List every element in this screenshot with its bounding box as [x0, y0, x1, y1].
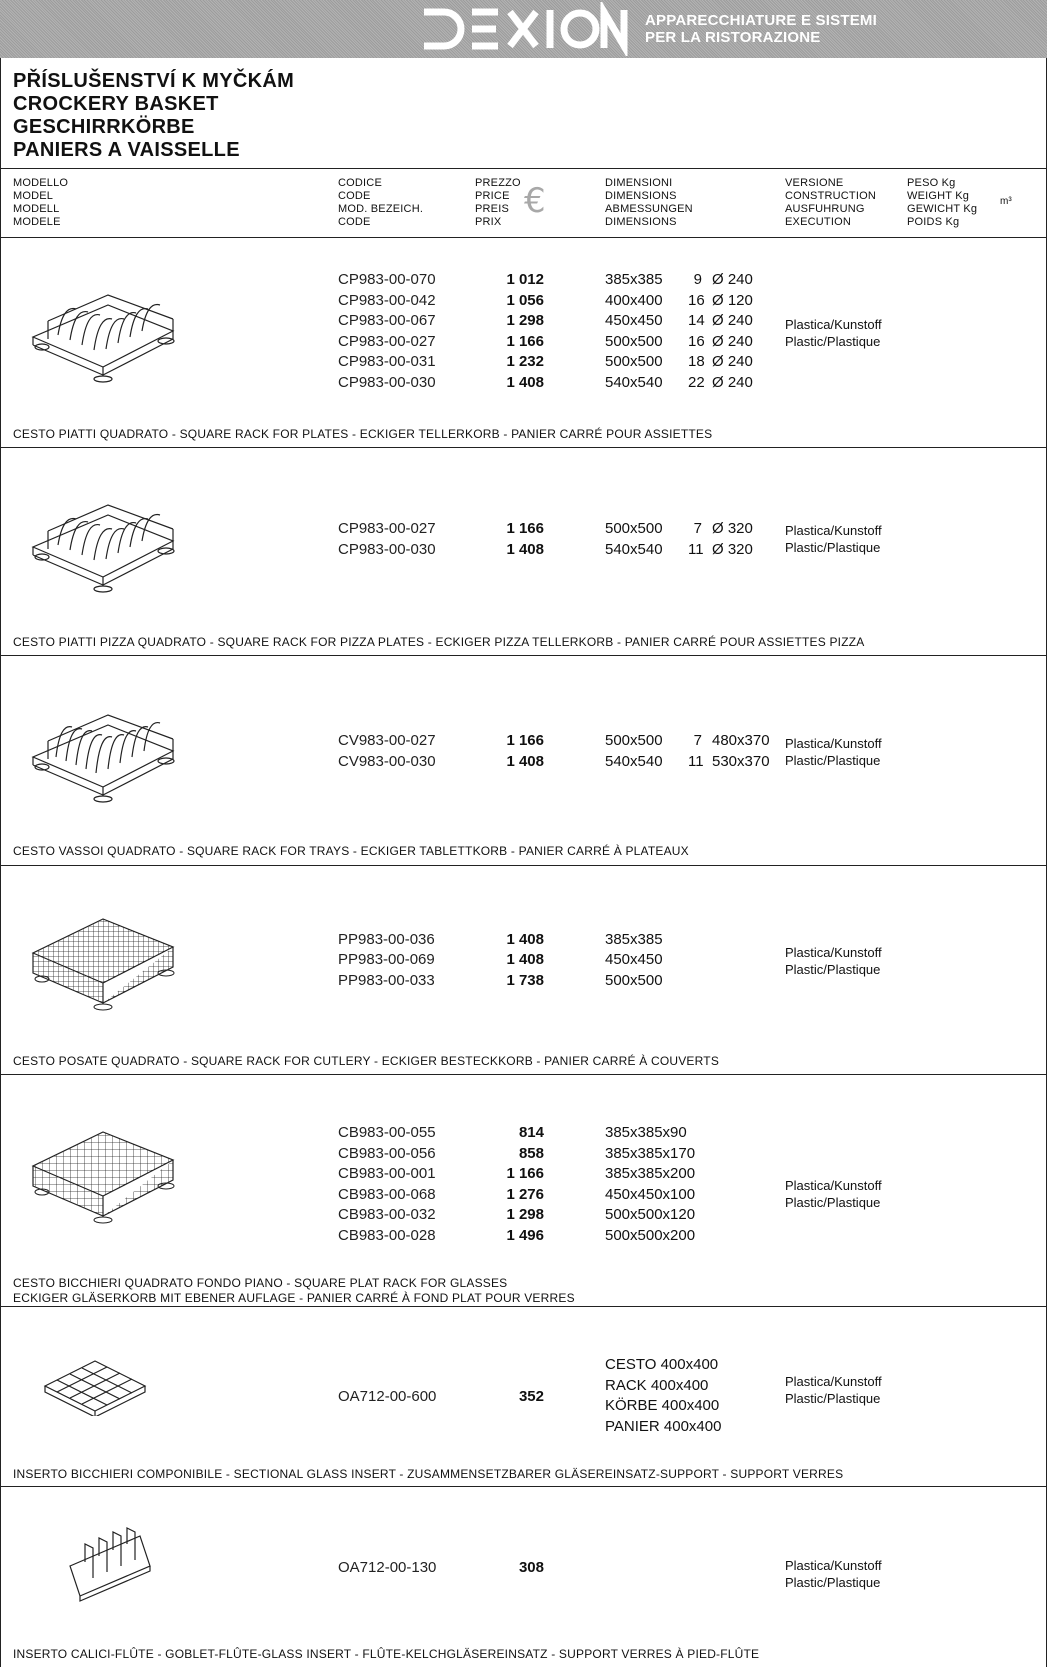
- product-price: 1 298: [506, 1206, 544, 1223]
- section-sectional-insert: [0, 1306, 1047, 1486]
- section-pizza-plate-rack: [0, 447, 1047, 655]
- product-price: 1 276: [506, 1186, 544, 1203]
- product-code: CB983-00-055: [338, 1124, 436, 1141]
- product-code: CB983-00-028: [338, 1227, 436, 1244]
- product-dimension: 450x450: [605, 951, 663, 968]
- product-price: 1 166: [506, 1165, 544, 1182]
- product-price: 1 166: [506, 520, 544, 537]
- product-size: Ø 240: [712, 374, 753, 391]
- product-dimension: 500x500: [605, 972, 663, 989]
- section-caption: INSERTO BICCHIERI COMPONIBILE - SECTIONAL GLASS INSERT - ZUSAMMENSETZBARER GLÄSEREINSATZ-SUPPORT - SUPPORT VERRES: [13, 1467, 844, 1481]
- tray-rack-icon: [28, 695, 178, 807]
- product-dimension: 450x450x100: [605, 1186, 696, 1203]
- material-label: Plastica/Kunstoff Plastic/Plastique: [785, 1374, 882, 1406]
- title-en: CROCKERY BASKET: [13, 93, 219, 115]
- product-quantity: 16: [688, 292, 705, 309]
- product-size: 480x370: [712, 732, 770, 749]
- goblet-flute-insert-icon: [65, 1526, 155, 1606]
- product-size: Ø 240: [712, 353, 753, 370]
- product-dimension: 540x540: [605, 374, 663, 391]
- material-label: Plastica/Kunstoff Plastic/Plastique: [785, 945, 882, 977]
- product-code: CP983-00-030: [338, 541, 436, 558]
- section-caption: CESTO PIATTI QUADRATO - SQUARE RACK FOR PLATES - ECKIGER TELLERKORB - PANIER CARRÉ POUR ASSIETTES: [13, 427, 713, 441]
- product-quantity: 22: [688, 374, 705, 391]
- product-size: Ø 320: [712, 520, 753, 537]
- product-code: PP983-00-036: [338, 931, 435, 948]
- product-size: 530x370: [712, 753, 770, 770]
- product-price: 814: [518, 1124, 544, 1141]
- section-tray-rack: [0, 655, 1047, 865]
- dimension-list: CESTO 400x400 RACK 400x400 KÖRBE 400x400 PANIER 400x400: [605, 1356, 722, 1435]
- column-header-model: MODELLO MODEL MODELL MODELE: [13, 177, 69, 228]
- product-size: Ø 240: [712, 333, 753, 350]
- material-label: Plastica/Kunstoff Plastic/Plastique: [785, 736, 882, 768]
- section-goblet-flute-insert: [0, 1486, 1047, 1667]
- product-price: 1 738: [506, 972, 544, 989]
- product-code: CB983-00-056: [338, 1145, 436, 1162]
- column-header-code: CODICE CODE MOD. BEZEICH. CODE: [338, 177, 424, 228]
- material-label: Plastica/Kunstoff Plastic/Plastique: [785, 1178, 882, 1210]
- product-price: 352: [518, 1388, 544, 1405]
- product-code: CB983-00-001: [338, 1165, 436, 1182]
- product-price: 1 056: [506, 292, 544, 309]
- title-de: GESCHIRRKÖRBE: [13, 116, 195, 138]
- product-code: CP983-00-031: [338, 353, 436, 370]
- section-caption: INSERTO CALICI-FLÛTE - GOBLET-FLÛTE-GLASS INSERT - FLÛTE-KELCHGLÄSEREINSATZ - SUPPORT VERRES À PIED-FLÛTE: [13, 1647, 760, 1661]
- product-dimension: 400x400: [605, 292, 663, 309]
- product-code: OA712-00-600: [338, 1388, 437, 1405]
- column-header-volume: m³: [1000, 196, 1012, 207]
- section-caption: CESTO POSATE QUADRATO - SQUARE RACK FOR CUTLERY - ECKIGER BESTECKKORB - PANIER CARRÉ À COUVERTS: [13, 1054, 720, 1068]
- product-dimension: 540x540: [605, 541, 663, 558]
- page-title: [13, 70, 294, 162]
- section-glass-rack: [0, 1074, 1047, 1306]
- column-header-weight: PESO Kg WEIGHT Kg GEWICHT Kg POIDS Kg: [907, 177, 978, 228]
- product-size: Ø 120: [712, 292, 753, 309]
- product-quantity: 9: [693, 271, 702, 288]
- product-code: CP983-00-027: [338, 333, 436, 350]
- product-quantity: 11: [688, 753, 704, 770]
- product-dimension: 385x385x90: [605, 1124, 687, 1141]
- product-code: CP983-00-030: [338, 374, 436, 391]
- section-plate-rack: [0, 237, 1047, 447]
- column-header-price: PREZZO PRICE PREIS PRIX: [475, 177, 521, 228]
- product-dimension: 385x385: [605, 931, 663, 948]
- section-cutlery-rack: [0, 865, 1047, 1074]
- product-code: PP983-00-033: [338, 972, 435, 989]
- product-dimension: 500x500: [605, 353, 663, 370]
- product-code: OA712-00-130: [338, 1559, 437, 1576]
- product-price: 1 166: [506, 732, 544, 749]
- title-fr: PANIERS A VAISSELLE: [13, 139, 240, 161]
- product-dimension: 500x500: [605, 732, 663, 749]
- product-price: 1 408: [506, 753, 544, 770]
- product-size: Ø 240: [712, 271, 753, 288]
- product-price: 1 408: [506, 951, 544, 968]
- product-dimension: 385x385x200: [605, 1165, 696, 1182]
- product-code: CP983-00-067: [338, 312, 436, 329]
- plate-rack-icon: [28, 275, 178, 387]
- euro-icon: €: [524, 181, 546, 221]
- title-cz: PŘÍSLUŠENSTVÍ K MYČKÁM: [13, 70, 295, 92]
- product-quantity: 11: [688, 541, 704, 558]
- product-price: 1 012: [506, 271, 544, 288]
- glass-rack-icon: [28, 1114, 178, 1226]
- product-price: 1 298: [506, 312, 544, 329]
- product-quantity: 7: [693, 520, 702, 537]
- product-dimension: 385x385: [605, 271, 663, 288]
- product-quantity: 18: [688, 353, 705, 370]
- product-price: 1 166: [506, 333, 544, 350]
- product-code: CV983-00-027: [338, 732, 436, 749]
- material-label: Plastica/Kunstoff Plastic/Plastique: [785, 317, 882, 349]
- material-label: Plastica/Kunstoff Plastic/Plastique: [785, 1558, 882, 1590]
- product-price: 308: [518, 1559, 544, 1576]
- pizza-plate-rack-icon: [28, 485, 178, 597]
- product-dimension: 500x500x200: [605, 1227, 696, 1244]
- product-code: PP983-00-069: [338, 951, 435, 968]
- product-dimension: 500x500: [605, 333, 663, 350]
- product-dimension: 500x500: [605, 520, 663, 537]
- section-caption: CESTO BICCHIERI QUADRATO FONDO PIANO - SQUARE PLAT RACK FOR GLASSES ECKIGER GLÄSERKORB MIT EBENER AUFLAGE - PANIER CARRÉ À FOND PLAT POUR VERRES: [13, 1276, 575, 1305]
- product-dimension: 450x450: [605, 312, 663, 329]
- section-caption: CESTO VASSOI QUADRATO - SQUARE RACK FOR TRAYS - ECKIGER TABLETTKORB - PANIER CARRÉ À PLATEAUX: [13, 844, 689, 858]
- material-label: Plastica/Kunstoff Plastic/Plastique: [785, 523, 882, 555]
- product-dimension: 500x500x120: [605, 1206, 696, 1223]
- product-price: 1 408: [506, 931, 544, 948]
- section-caption: CESTO PIATTI PIZZA QUADRATO - SQUARE RACK FOR PIZZA PLATES - ECKIGER PIZZA TELLERKORB - PANIER CARRÉ POUR ASSIETTES PIZZA: [13, 635, 865, 649]
- product-size: Ø 240: [712, 312, 753, 329]
- product-code: CB983-00-032: [338, 1206, 436, 1223]
- product-size: Ø 320: [712, 541, 753, 558]
- sectional-insert-icon: [40, 1356, 150, 1416]
- product-price: 1 496: [506, 1227, 544, 1244]
- product-code: CP983-00-027: [338, 520, 436, 537]
- product-quantity: 16: [688, 333, 705, 350]
- divider: [0, 168, 1047, 169]
- product-price: 1 408: [506, 541, 544, 558]
- product-price: 1 408: [506, 374, 544, 391]
- product-dimension: 540x540: [605, 753, 663, 770]
- dexion-logo-icon: [418, 2, 628, 56]
- product-code: CP983-00-070: [338, 271, 436, 288]
- cutlery-rack-icon: [28, 901, 178, 1013]
- header-tagline: APPARECCHIATURE E SISTEMI PER LA RISTORAZIONE: [645, 12, 877, 46]
- product-code: CP983-00-042: [338, 292, 436, 309]
- product-code: CV983-00-030: [338, 753, 436, 770]
- product-quantity: 7: [693, 732, 702, 749]
- column-header-version: VERSIONE CONSTRUCTION AUSFUHRUNG EXECUTION: [785, 177, 877, 228]
- header-bar: [0, 0, 1047, 58]
- product-quantity: 14: [688, 312, 705, 329]
- product-code: CB983-00-068: [338, 1186, 436, 1203]
- product-price: 1 232: [506, 353, 544, 370]
- product-price: 858: [518, 1145, 544, 1162]
- column-header-dimensions: DIMENSIONI DIMENSIONS ABMESSUNGEN DIMENSIONS: [605, 177, 693, 228]
- product-dimension: 385x385x170: [605, 1145, 696, 1162]
